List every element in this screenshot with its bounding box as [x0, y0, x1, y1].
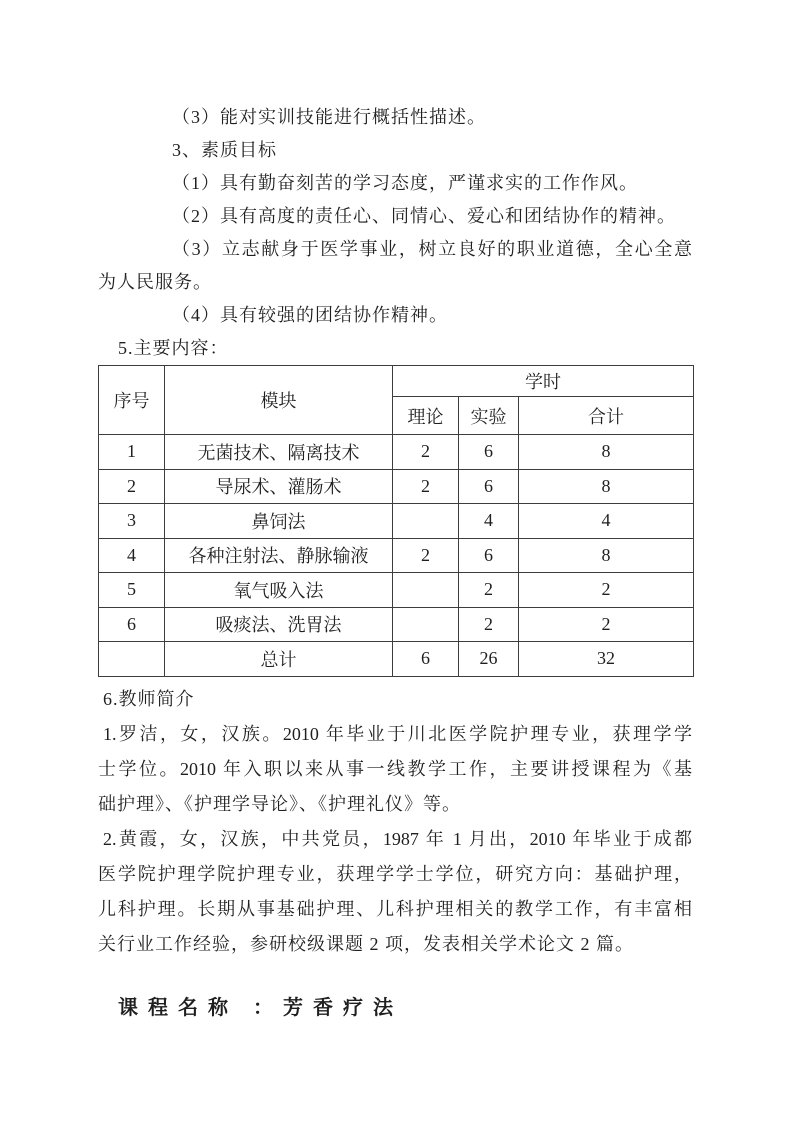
cell-theory: 2 [393, 435, 459, 470]
cell-no: 3 [99, 504, 165, 539]
text-line: 关行业工作经验，参研校级课题 2 项，发表相关学术论文 2 篇。 [98, 933, 634, 954]
cell-no: 2 [99, 469, 165, 504]
table-row [99, 504, 694, 539]
text-line: 为人民服务。 [98, 272, 212, 292]
hours-table [98, 365, 694, 677]
cell-no: 1 [99, 435, 165, 470]
table-row [99, 607, 694, 642]
cell-practice: 2 [459, 607, 519, 642]
cell-theory: 6 [393, 642, 459, 677]
cell-theory [393, 607, 459, 642]
text-line: （4）具有较强的团结协作精神。 [172, 305, 448, 325]
text-line: 士学位。2010 年入职以来从事一线教学工作，主要讲授课程为《基 [98, 758, 692, 779]
column-header-no: 序号 [99, 366, 165, 435]
text-line: （3）立志献身于医学事业，树立良好的职业道德，全心全意 [172, 239, 692, 259]
cell-module: 鼻饲法 [165, 504, 393, 539]
text-line: （3）能对实训技能进行概括性描述。 [172, 107, 486, 127]
column-header-total: 合计 [519, 397, 694, 435]
text-line: 2.黄霞，女，汉族，中共党员，1987 年 1 月出，2010 年毕业于成都 [103, 828, 692, 849]
cell-no [99, 642, 165, 677]
course-title: 课程名称 ：芳香疗法 [118, 996, 403, 1019]
cell-practice: 6 [459, 469, 519, 504]
document-content [98, 101, 692, 1023]
cell-total: 32 [519, 642, 694, 677]
column-header-module: 模块 [165, 366, 393, 435]
text-line: 儿科护理。长期从事基础护理、儿科护理相关的教学工作，有丰富相 [98, 898, 692, 919]
cell-total: 4 [519, 504, 694, 539]
text-line: 医学院护理学院护理专业，获理学学士学位，研究方向：基础护理， [98, 863, 692, 884]
table-row [99, 469, 694, 504]
table-total-row [99, 642, 694, 677]
cell-practice: 6 [459, 538, 519, 573]
table-header-row [99, 366, 694, 397]
cell-total: 2 [519, 573, 694, 608]
column-header-hours: 学时 [393, 366, 694, 397]
cell-total: 8 [519, 435, 694, 470]
text-line: （2）具有高度的责任心、同情心、爱心和团结协作的精神。 [172, 206, 676, 226]
cell-module: 氧气吸入法 [165, 573, 393, 608]
table-row [99, 573, 694, 608]
cell-theory: 2 [393, 469, 459, 504]
cell-practice: 26 [459, 642, 519, 677]
cell-practice: 2 [459, 573, 519, 608]
cell-theory [393, 573, 459, 608]
cell-total: 2 [519, 607, 694, 642]
teacher-intro-section [98, 682, 692, 962]
column-header-practice: 实验 [459, 397, 519, 435]
cell-no: 6 [99, 607, 165, 642]
cell-theory [393, 504, 459, 539]
section-heading: 3、素质目标 [172, 140, 277, 160]
cell-no: 5 [99, 573, 165, 608]
text-line: （1）具有勤奋刻苦的学习态度，严谨求实的工作作风。 [172, 173, 638, 193]
section-heading: 6.教师简介 [103, 688, 195, 709]
cell-theory: 2 [393, 538, 459, 573]
cell-module: 总计 [165, 642, 393, 677]
cell-module: 无菌技术、隔离技术 [165, 435, 393, 470]
section-heading: 5.主要内容： [118, 338, 229, 358]
objectives-section [98, 101, 692, 365]
cell-practice: 4 [459, 504, 519, 539]
cell-no: 4 [99, 538, 165, 573]
cell-total: 8 [519, 469, 694, 504]
text-line: 1.罗洁，女，汉族。2010 年毕业于川北医学院护理专业，获理学学 [103, 723, 692, 744]
table-row [99, 435, 694, 470]
table-row [99, 538, 694, 573]
cell-module: 导尿术、灌肠术 [165, 469, 393, 504]
cell-total: 8 [519, 538, 694, 573]
cell-module: 吸痰法、洗胃法 [165, 607, 393, 642]
column-header-theory: 理论 [393, 397, 459, 435]
cell-practice: 6 [459, 435, 519, 470]
text-line: 础护理》、《护理学导论》、《护理礼仪》等。 [98, 793, 461, 814]
cell-module: 各种注射法、静脉输液 [165, 538, 393, 573]
